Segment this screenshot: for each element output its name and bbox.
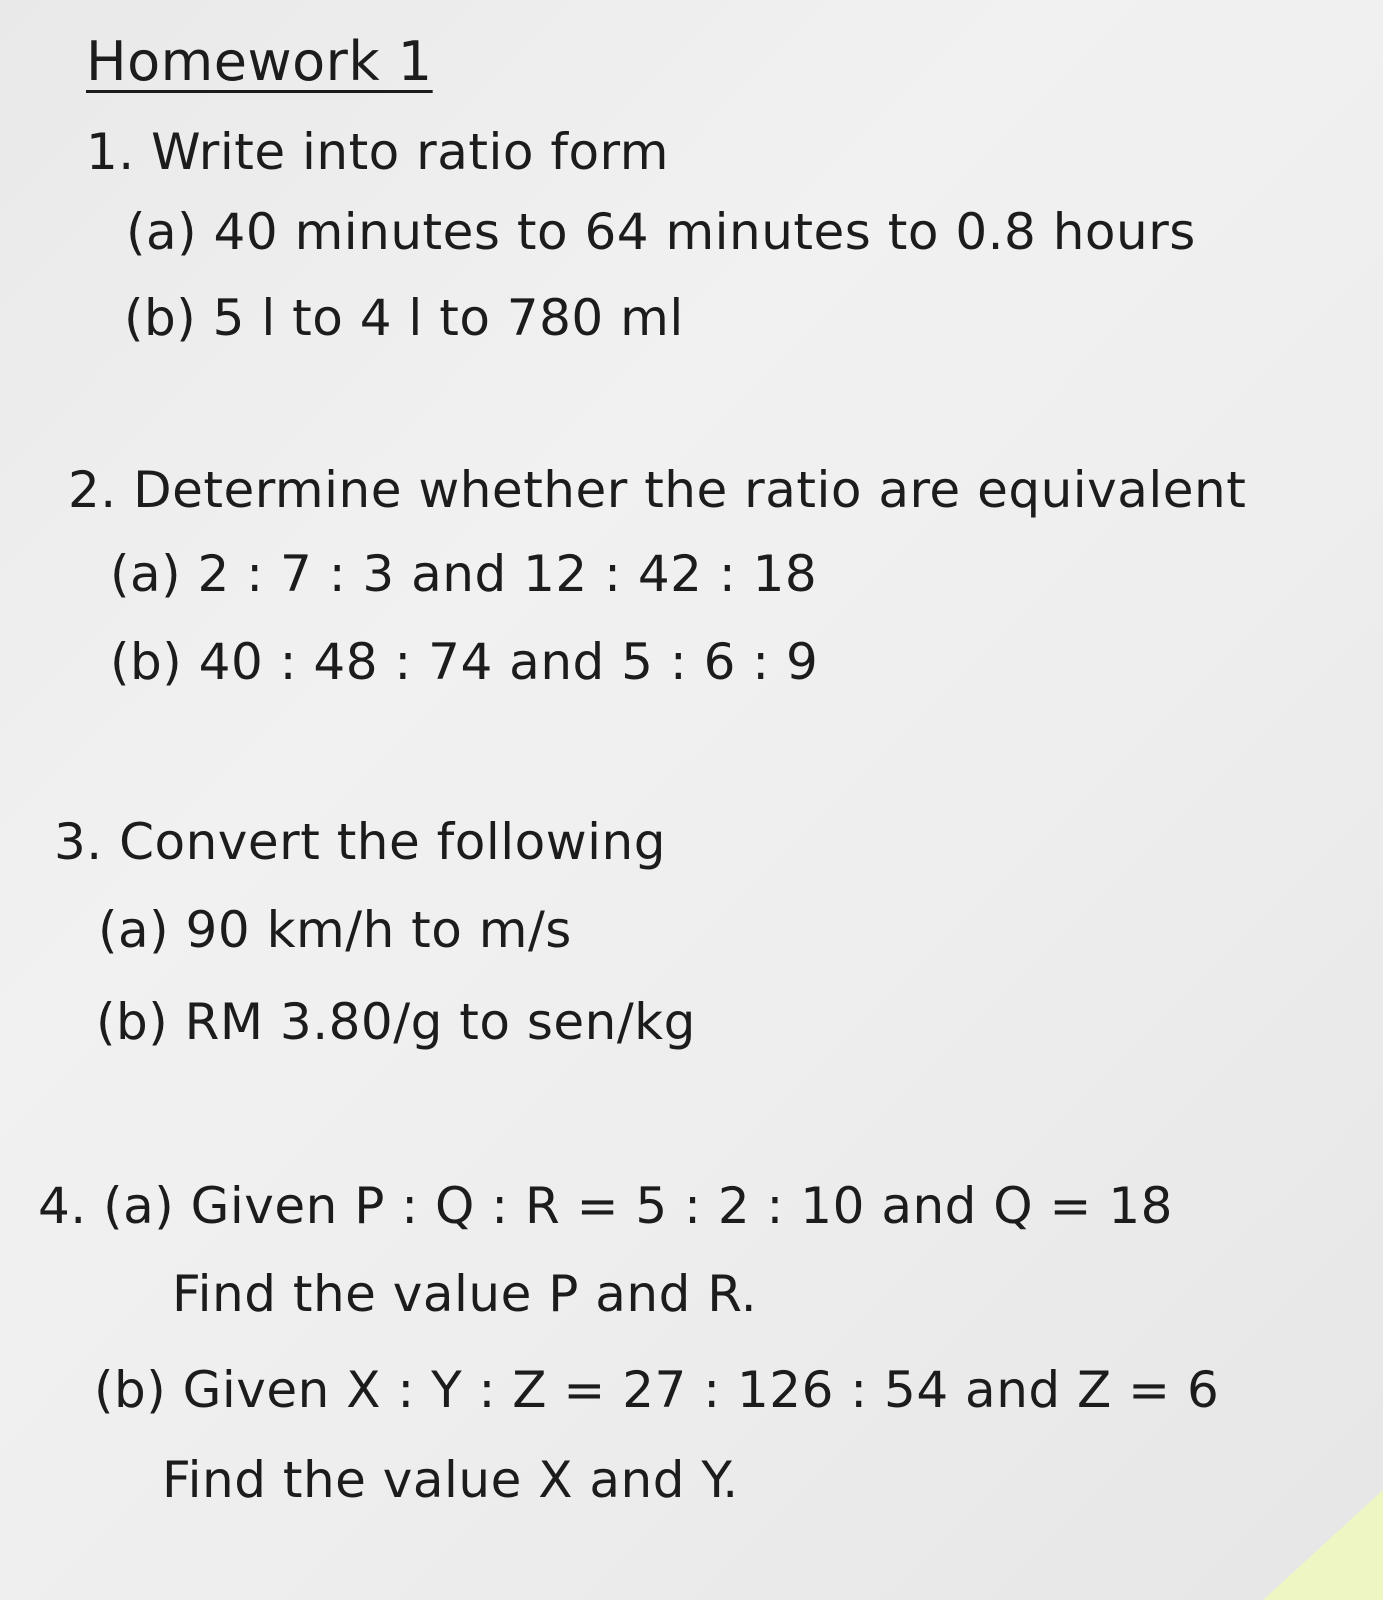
- question-4a-task: Find the value P and R.: [172, 1265, 758, 1323]
- question-4a: 4. (a) Given P : Q : R = 5 : 2 : 10 and Q = 18: [38, 1177, 1173, 1235]
- question-2-heading: 2. Determine whether the ratio are equivalent: [68, 461, 1247, 519]
- question-1-heading: 1. Write into ratio form: [86, 123, 669, 181]
- question-3-heading: 3. Convert the following: [54, 813, 666, 871]
- question-4b-task: Find the value X and Y.: [162, 1451, 739, 1509]
- question-2b: (b) 40 : 48 : 74 and 5 : 6 : 9: [110, 633, 819, 691]
- question-3a: (a) 90 km/h to m/s: [98, 901, 572, 959]
- page-title: Homework 1: [86, 30, 433, 93]
- question-2a: (a) 2 : 7 : 3 and 12 : 42 : 18: [110, 545, 818, 603]
- corner-tint: [1263, 1490, 1383, 1600]
- question-3b: (b) RM 3.80/g to sen/kg: [96, 993, 696, 1051]
- question-1a: (a) 40 minutes to 64 minutes to 0.8 hours: [126, 203, 1196, 261]
- question-1b: (b) 5 l to 4 l to 780 ml: [124, 289, 684, 347]
- question-4b: (b) Given X : Y : Z = 27 : 126 : 54 and Z = 6: [94, 1361, 1220, 1419]
